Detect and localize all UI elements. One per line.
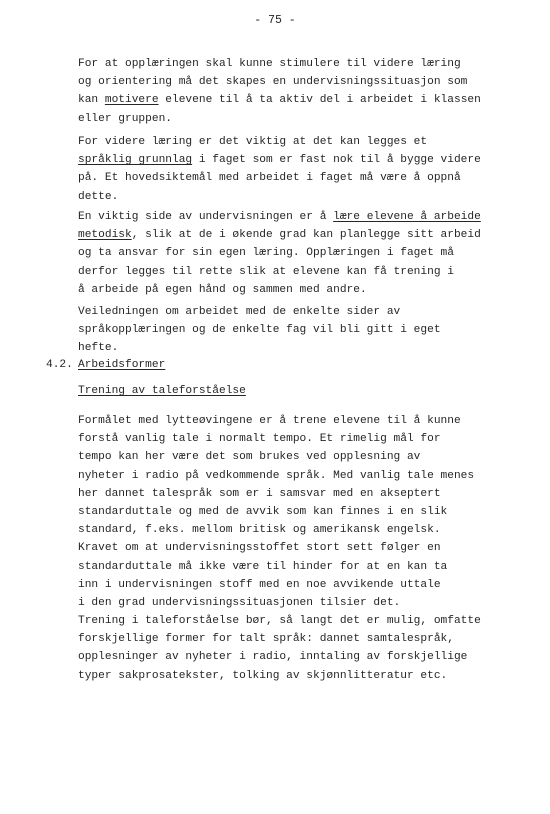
section-title: Arbeidsformer — [78, 359, 166, 371]
text-line — [78, 430, 523, 448]
text-segment: tempo kan her være det som brukes ved opplesning av — [78, 451, 421, 464]
text-segment: på. Et hovedsiktemål med arbeidet i faget må være å oppnå — [78, 172, 461, 185]
text-line — [78, 485, 523, 503]
text-segment: standarduttale og med de avvik som kan finnes i en slik — [78, 505, 448, 518]
text-segment: forstå vanlig tale i normalt tempo. Et rimelig mål for — [78, 433, 441, 446]
text-line — [78, 521, 523, 539]
text-segment: i faget som er fast nok til å bygge videre — [192, 154, 481, 167]
text-line — [78, 244, 523, 262]
text-line — [78, 448, 523, 466]
text-segment: språkopplæringen og de enkelte fag vil bli gitt i eget — [78, 324, 441, 337]
text-line — [78, 169, 523, 187]
text-line — [78, 612, 523, 630]
text-segment: å arbeide på egen hånd og sammen med andre. — [78, 283, 367, 296]
underlined-text: lære elevene å arbeide — [333, 211, 481, 223]
paragraph-1 — [78, 55, 523, 128]
text-segment: Veiledningen om arbeidet med de enkelte sider av — [78, 306, 401, 318]
text-line — [78, 667, 523, 685]
paragraph-2 — [78, 133, 523, 206]
section-number: 4.2. — [46, 359, 73, 371]
text-segment: Kravet om at undervisningsstoffet stort sett følger en — [78, 542, 441, 555]
text-segment: og ta ansvar for sin egen læring. Opplæringen i faget må — [78, 247, 454, 260]
text-line — [78, 648, 523, 666]
text-line — [78, 503, 523, 521]
text-segment: derfor legges til rette slik at elevene kan få trening i — [78, 265, 454, 278]
page-number: - 75 - — [254, 14, 296, 27]
text-line — [78, 539, 523, 557]
text-line — [78, 55, 523, 73]
text-line — [78, 226, 523, 244]
text-line — [78, 91, 523, 109]
text-line — [78, 412, 523, 430]
text-segment: typer sakprosatekster, tolking av skjønnlitteratur etc. — [78, 669, 448, 682]
text-segment: i den grad undervisningssituasjonen tilsier det. — [78, 596, 401, 609]
text-line — [78, 594, 523, 612]
text-segment: kan — [78, 94, 105, 107]
text-segment: standard, f.eks. mellom britisk og amerikansk engelsk. — [78, 524, 441, 537]
text-line — [78, 208, 523, 226]
text-segment: nyheter i radio på vedkommende språk. Med vanlig tale menes — [78, 469, 475, 482]
text-line — [78, 263, 523, 281]
text-segment: For at opplæringen skal kunne stimulere til videre læring — [78, 58, 461, 70]
text-segment: og orientering må det skapes en undervisningssituasjon som — [78, 76, 468, 89]
text-line — [78, 630, 523, 648]
text-line — [78, 339, 523, 357]
text-segment: opplesninger av nyheter i radio, inntaling av forskjellige — [78, 651, 468, 664]
text-segment: standarduttale må ikke være til hinder for at en kan ta — [78, 560, 448, 573]
text-line — [78, 303, 523, 321]
paragraph-3 — [78, 208, 523, 299]
text-segment: her dannet talespråk som er i samsvar med en akseptert — [78, 487, 441, 500]
text-line — [78, 151, 523, 169]
text-line — [78, 321, 523, 339]
underlined-text: språklig grunnlag — [78, 154, 193, 167]
text-line — [78, 73, 523, 91]
text-line — [78, 281, 523, 299]
text-segment: Trening i taleforståelse bør, så langt det er mulig, omfatte — [78, 615, 481, 627]
subsection-title: Trening av taleforståelse — [78, 385, 246, 397]
paragraph-5 — [78, 412, 523, 612]
text-segment: Formålet med lytteøvingene er å trene elevene til å kunne — [78, 415, 461, 427]
text-line — [78, 188, 523, 206]
paragraph-4 — [78, 303, 523, 358]
text-segment: forskjellige former for talt språk: dannet samtalespråk, — [78, 633, 454, 646]
text-line — [78, 576, 523, 594]
text-line — [78, 558, 523, 576]
paragraph-6 — [78, 612, 523, 685]
text-segment: En viktig side av undervisningen er å — [78, 211, 334, 223]
text-segment: hefte. — [78, 342, 119, 355]
text-segment: elevene til å ta aktiv del i arbeidet i klassen — [158, 94, 481, 107]
text-line — [78, 467, 523, 485]
text-segment: , slik at de i økende grad kan planlegge sitt arbeid — [131, 229, 481, 242]
text-segment: For videre læring er det viktig at det kan legges et — [78, 136, 428, 148]
underlined-text: metodisk — [78, 229, 132, 242]
text-line — [78, 133, 523, 151]
text-segment: eller gruppen. — [78, 112, 172, 125]
underlined-text: motivere — [104, 94, 159, 107]
text-segment: inn i undervisningen stoff med en noe avvikende uttale — [78, 578, 441, 591]
text-line — [78, 110, 523, 128]
text-segment: dette. — [78, 190, 119, 203]
